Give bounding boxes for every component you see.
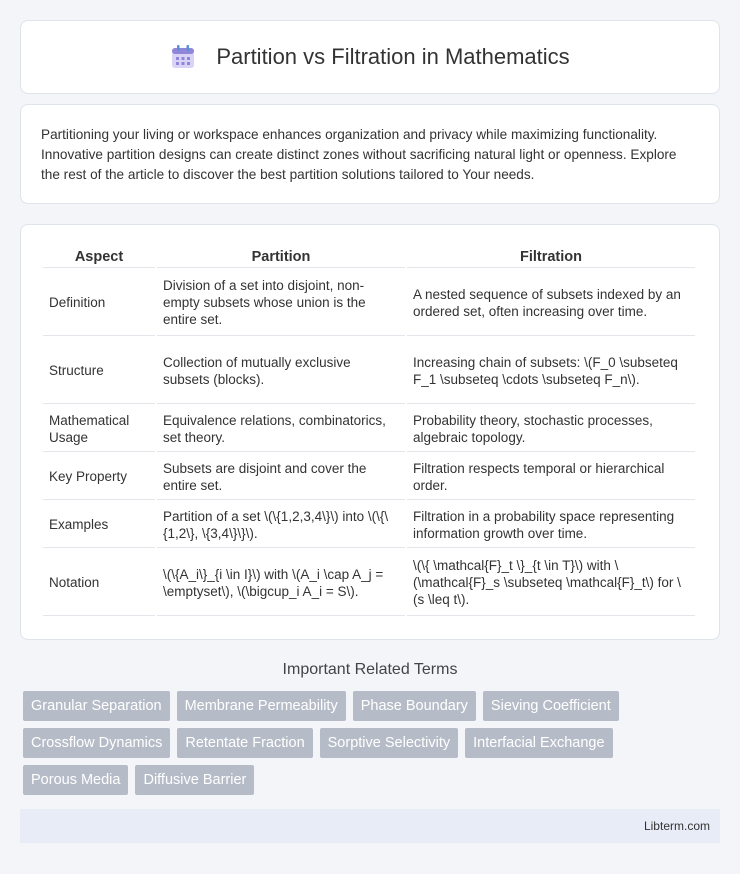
header-card [20, 20, 720, 94]
calendar-icon [170, 44, 196, 70]
table-cell-partition: Partition of a set \(\{1,2,3,4\}\) into \(\{\{1,2\}, \{3,4\}\}\). [157, 502, 405, 548]
table-cell-aspect: Key Property [43, 454, 155, 500]
footer [20, 809, 720, 843]
comparison-table [41, 243, 697, 618]
table-cell-partition: Division of a set into disjoint, non-empty subsets whose union is the entire set. [157, 270, 405, 336]
table-cell-aspect: Examples [43, 502, 155, 548]
tag-sorptive-selectivity[interactable]: Sorptive Selectivity [320, 728, 459, 758]
tag-phase-boundary[interactable]: Phase Boundary [353, 691, 476, 721]
table-row [43, 406, 695, 452]
table-row [43, 502, 695, 548]
related-terms-tags [23, 691, 720, 795]
intro-paragraph: Partitioning your living or workspace enhances organization and privacy while maximizing functionality. Innovative partition designs can create distinct zones without sacrificing natural light or openness. Explore the rest of the article to discover the best partition solutions tailored to Your needs. [41, 127, 677, 182]
column-header-aspect: Aspect [43, 245, 155, 268]
table-cell-filtration: Increasing chain of subsets: \(F_0 \subseteq F_1 \subseteq \cdots \subseteq F_n\). [407, 338, 695, 404]
tag-crossflow-dynamics[interactable]: Crossflow Dynamics [23, 728, 170, 758]
column-header-partition: Partition [157, 245, 405, 268]
table-row [43, 550, 695, 616]
table-cell-filtration: Filtration respects temporal or hierarchical order. [407, 454, 695, 500]
table-cell-partition: Collection of mutually exclusive subsets (blocks). [157, 338, 405, 404]
table-cell-filtration: \(\{ \mathcal{F}_t \}_{t \in T}\) with \(\mathcal{F}_s \subseteq \mathcal{F}_t\) for \(s \leq t\). [407, 550, 695, 616]
footer-site-link[interactable]: Libterm.com [643, 819, 710, 833]
table-header-row [43, 245, 695, 268]
table-cell-aspect: Structure [43, 338, 155, 404]
column-header-filtration: Filtration [407, 245, 695, 268]
table-cell-aspect: Notation [43, 550, 155, 616]
tag-membrane-permeability[interactable]: Membrane Permeability [177, 691, 346, 721]
tag-granular-separation[interactable]: Granular Separation [23, 691, 170, 721]
table-row [43, 338, 695, 404]
table-cell-partition: \(\{A_i\}_{i \in I}\) with \(A_i \cap A_j = \emptyset\), \(\bigcup_i A_i = S\). [157, 550, 405, 616]
table-cell-filtration: Filtration in a probability space representing information growth over time. [407, 502, 695, 548]
table-cell-partition: Equivalence relations, combinatorics, set theory. [157, 406, 405, 452]
table-cell-partition: Subsets are disjoint and cover the entire set. [157, 454, 405, 500]
tag-sieving-coefficient[interactable]: Sieving Coefficient [483, 691, 619, 721]
tag-interfacial-exchange[interactable]: Interfacial Exchange [465, 728, 612, 758]
table-cell-filtration: A nested sequence of subsets indexed by an ordered set, often increasing over time. [407, 270, 695, 336]
tag-retentate-fraction[interactable]: Retentate Fraction [177, 728, 312, 758]
tag-diffusive-barrier[interactable]: Diffusive Barrier [135, 765, 254, 795]
related-terms-section [0, 661, 740, 679]
tag-porous-media[interactable]: Porous Media [23, 765, 128, 795]
related-terms-title: Important Related Terms [282, 661, 458, 678]
table-cell-aspect: Mathematical Usage [43, 406, 155, 452]
table-row [43, 454, 695, 500]
table-row [43, 270, 695, 336]
intro-card [20, 104, 720, 204]
comparison-card [20, 224, 720, 640]
table-cell-aspect: Definition [43, 270, 155, 336]
page-title: Partition vs Filtration in Mathematics [216, 44, 570, 69]
table-cell-filtration: Probability theory, stochastic processes, algebraic topology. [407, 406, 695, 452]
